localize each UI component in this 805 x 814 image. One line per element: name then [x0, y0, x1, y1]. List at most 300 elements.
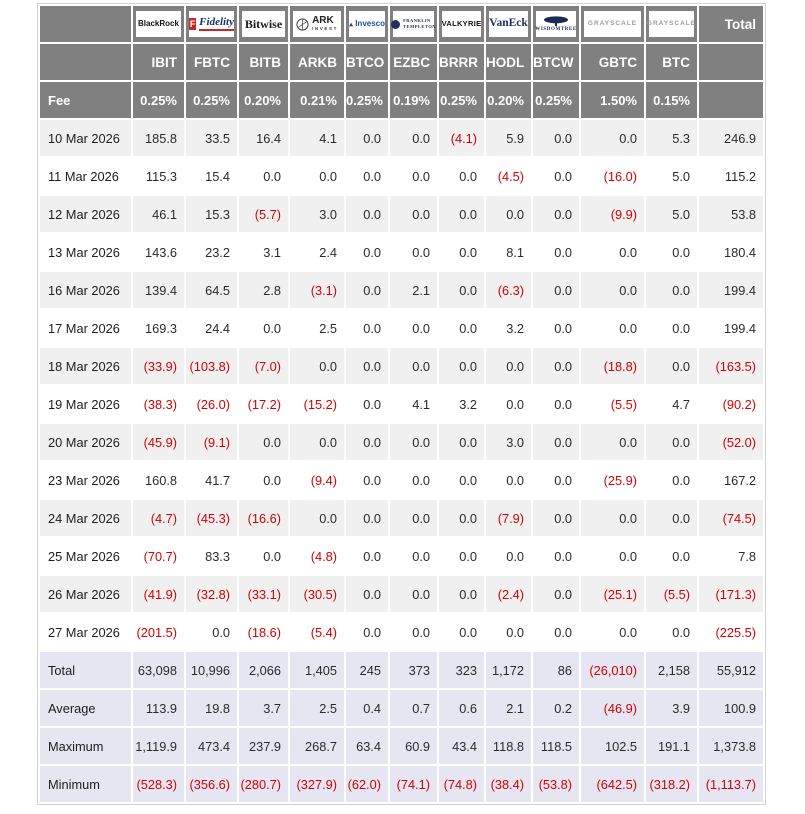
flow-value-cell: 0.0 [646, 310, 697, 346]
ticker-header-gbtc: GBTC [581, 44, 644, 80]
date-cell: 26 Mar 2026 [40, 576, 131, 612]
blank-header-cell [699, 82, 763, 118]
row-total-cell: (74.5) [699, 500, 763, 536]
flow-value-cell: 0.0 [486, 614, 531, 650]
flow-value-cell: 0.0 [439, 348, 484, 384]
logo-cell-grayscale-gbtc [581, 6, 644, 42]
flow-value-cell: 0.0 [581, 500, 644, 536]
grayscale-mini-logo [646, 11, 697, 37]
flow-value-cell: 0.0 [581, 272, 644, 308]
flow-value-cell: 33.5 [186, 120, 237, 156]
flow-value-cell: 0.0 [439, 576, 484, 612]
flow-value-cell: 0.0 [346, 386, 388, 422]
summary-value-cell: (53.8) [533, 766, 579, 802]
flow-value-cell: 5.3 [646, 120, 697, 156]
flow-value-cell: 0.0 [646, 462, 697, 498]
row-total-cell: 115.2 [699, 158, 763, 194]
invesco-logo [349, 11, 385, 37]
summary-value-cell: 3.9 [646, 690, 697, 726]
wisdomtree-tree-icon [543, 16, 569, 26]
summary-value-cell: 63,098 [133, 652, 184, 688]
flow-value-cell: 0.0 [186, 614, 237, 650]
flow-value-cell: 0.0 [646, 272, 697, 308]
fee-value-btc: 0.15% [646, 82, 697, 118]
flow-value-cell: (4.8) [290, 538, 344, 574]
fidelity-logo [189, 11, 234, 37]
flow-value-cell: 0.0 [646, 614, 697, 650]
flow-value-cell: 0.0 [390, 614, 437, 650]
flow-value-cell: 0.0 [533, 196, 579, 232]
flow-value-cell: 2.5 [290, 310, 344, 346]
grayscale-logo-text: GRAYSCALE [587, 19, 638, 27]
summary-total-cell: 100.9 [699, 690, 763, 726]
flow-value-cell: (103.8) [186, 348, 237, 384]
invesco-triangle-icon [349, 21, 353, 28]
flow-value-cell: 0.0 [533, 348, 579, 384]
flow-value-cell: (3.1) [290, 272, 344, 308]
summary-value-cell: 86 [533, 652, 579, 688]
ticker-header-ibit: IBIT [133, 44, 184, 80]
row-total-cell: 167.2 [699, 462, 763, 498]
flow-value-cell: 3.0 [290, 196, 344, 232]
flow-value-cell: 0.0 [290, 424, 344, 460]
flow-value-cell: 0.0 [533, 424, 579, 460]
flow-value-cell: (9.1) [186, 424, 237, 460]
flow-value-cell: 0.0 [390, 158, 437, 194]
summary-value-cell: 2,158 [646, 652, 697, 688]
summary-value-cell: (74.8) [439, 766, 484, 802]
summary-value-cell: 323 [439, 652, 484, 688]
blackrock-logo-text: BlackRock [138, 19, 179, 28]
flow-value-cell: 5.9 [486, 120, 531, 156]
summary-value-cell: (62.0) [346, 766, 388, 802]
fee-value-btco: 0.25% [346, 82, 388, 118]
flow-value-cell: 0.0 [646, 348, 697, 384]
daily-flow-row [40, 500, 763, 536]
daily-flow-row [40, 196, 763, 232]
wisdomtree-logo [536, 11, 576, 37]
daily-flow-row [40, 614, 763, 650]
flow-value-cell: (2.4) [486, 576, 531, 612]
logo-cell-valkyrie [439, 6, 484, 42]
ticker-row [40, 44, 763, 80]
summary-row-total [40, 652, 763, 688]
row-total-cell: (163.5) [699, 348, 763, 384]
flow-value-cell: 0.0 [346, 120, 388, 156]
flow-value-cell: (38.3) [133, 386, 184, 422]
ark-invest-logo [293, 11, 341, 37]
daily-flow-row [40, 158, 763, 194]
flow-value-cell: 0.0 [346, 576, 388, 612]
fee-value-fbtc: 0.25% [186, 82, 237, 118]
ticker-header-btco: BTCO [346, 44, 388, 80]
summary-value-cell: 2.5 [290, 690, 344, 726]
flow-value-cell: 0.0 [646, 538, 697, 574]
date-cell: 23 Mar 2026 [40, 462, 131, 498]
flow-value-cell: 0.0 [346, 614, 388, 650]
row-total-cell: 53.8 [699, 196, 763, 232]
summary-row-minimum [40, 766, 763, 802]
flow-value-cell: (41.9) [133, 576, 184, 612]
date-cell: 24 Mar 2026 [40, 500, 131, 536]
flow-value-cell: 16.4 [239, 120, 288, 156]
flow-value-cell: 0.0 [239, 158, 288, 194]
summary-value-cell: 63.4 [346, 728, 388, 764]
flow-value-cell: 24.4 [186, 310, 237, 346]
daily-flow-row [40, 424, 763, 460]
logo-cell-bitwise [239, 6, 288, 42]
daily-flow-row [40, 310, 763, 346]
date-cell: 20 Mar 2026 [40, 424, 131, 460]
flow-value-cell: (32.8) [186, 576, 237, 612]
flow-value-cell: 0.0 [486, 538, 531, 574]
flow-value-cell: 15.4 [186, 158, 237, 194]
flow-value-cell: 0.0 [390, 196, 437, 232]
flow-value-cell: 0.0 [439, 234, 484, 270]
row-total-cell: 7.8 [699, 538, 763, 574]
flow-value-cell: 0.0 [239, 538, 288, 574]
fee-value-hodl: 0.20% [486, 82, 531, 118]
date-cell: 25 Mar 2026 [40, 538, 131, 574]
flow-value-cell: 0.0 [581, 614, 644, 650]
flow-value-cell: 5.0 [646, 196, 697, 232]
flow-value-cell: 0.0 [390, 348, 437, 384]
flow-value-cell: 0.0 [346, 500, 388, 536]
logo-cell-vaneck [486, 6, 531, 42]
flow-value-cell: 139.4 [133, 272, 184, 308]
blackrock-logo [136, 11, 181, 37]
flow-value-cell: 0.0 [390, 424, 437, 460]
flow-value-cell: 23.2 [186, 234, 237, 270]
blank-header-cell [699, 44, 763, 80]
flow-value-cell: 0.0 [486, 462, 531, 498]
flow-value-cell: 169.3 [133, 310, 184, 346]
flow-value-cell: (18.8) [581, 348, 644, 384]
summary-label-cell: Maximum [40, 728, 131, 764]
flow-value-cell: 0.0 [439, 614, 484, 650]
summary-value-cell: 1,172 [486, 652, 531, 688]
row-total-cell: 199.4 [699, 310, 763, 346]
ticker-header-btcw: BTCW [533, 44, 579, 80]
flow-value-cell: 0.0 [346, 424, 388, 460]
flow-value-cell: 0.0 [390, 500, 437, 536]
summary-value-cell: 2.1 [486, 690, 531, 726]
ticker-header-ezbc: EZBC [390, 44, 437, 80]
summary-total-cell: 55,912 [699, 652, 763, 688]
summary-value-cell: 0.7 [390, 690, 437, 726]
summary-value-cell: 43.4 [439, 728, 484, 764]
fee-value-bitb: 0.20% [239, 82, 288, 118]
logo-row [40, 6, 763, 42]
date-cell: 27 Mar 2026 [40, 614, 131, 650]
date-cell: 18 Mar 2026 [40, 348, 131, 384]
fee-value-brrr: 0.25% [439, 82, 484, 118]
flow-value-cell: 185.8 [133, 120, 184, 156]
daily-flow-row [40, 538, 763, 574]
vaneck-logo-text: VanEck [489, 17, 528, 30]
fee-value-gbtc: 1.50% [581, 82, 644, 118]
flow-value-cell: 3.0 [486, 424, 531, 460]
flow-value-cell: 143.6 [133, 234, 184, 270]
fidelity-f-icon: F [189, 18, 196, 29]
flow-value-cell: 0.0 [290, 348, 344, 384]
summary-value-cell: 102.5 [581, 728, 644, 764]
flow-value-cell: (17.2) [239, 386, 288, 422]
logo-cell-franklin [390, 6, 437, 42]
fee-value-ibit: 0.25% [133, 82, 184, 118]
logo-cell-blackrock [133, 6, 184, 42]
summary-value-cell: 1,405 [290, 652, 344, 688]
flow-value-cell: 0.0 [346, 272, 388, 308]
logo-cell-grayscale-btc [646, 6, 697, 42]
invesco-logo-text: Invesco [355, 19, 385, 28]
ticker-header-bitb: BITB [239, 44, 288, 80]
summary-value-cell: 118.5 [533, 728, 579, 764]
ark-globe-icon [296, 18, 309, 31]
flow-value-cell: 0.0 [439, 158, 484, 194]
bitwise-logo-text: Bitwise [244, 17, 283, 31]
flow-value-cell: (18.6) [239, 614, 288, 650]
flow-value-cell: 0.0 [346, 348, 388, 384]
row-total-cell: (90.2) [699, 386, 763, 422]
summary-value-cell: (38.4) [486, 766, 531, 802]
flow-value-cell: 0.0 [581, 120, 644, 156]
flow-value-cell: 0.0 [346, 538, 388, 574]
ark-logo-subtext: INVEST [312, 26, 338, 32]
flow-value-cell: 15.3 [186, 196, 237, 232]
flow-value-cell: (6.3) [486, 272, 531, 308]
fidelity-logo-text: Fidelity [199, 17, 234, 31]
logo-cell-ark [290, 6, 344, 42]
ticker-header-brrr: BRRR [439, 44, 484, 80]
flow-value-cell: 0.0 [581, 538, 644, 574]
flow-value-cell: 0.0 [533, 120, 579, 156]
vaneck-logo [489, 11, 528, 37]
row-total-cell: 180.4 [699, 234, 763, 270]
valkyrie-logo [442, 11, 481, 37]
flow-value-cell: 0.0 [646, 500, 697, 536]
summary-value-cell: 60.9 [390, 728, 437, 764]
summary-value-cell: 268.7 [290, 728, 344, 764]
summary-label-cell: Average [40, 690, 131, 726]
summary-value-cell: 113.9 [133, 690, 184, 726]
flow-value-cell: 5.0 [646, 158, 697, 194]
ticker-header-arkb: ARKB [290, 44, 344, 80]
corner-cell [40, 6, 131, 42]
fee-value-arkb: 0.21% [290, 82, 344, 118]
flow-value-cell: (5.5) [646, 576, 697, 612]
summary-value-cell: (528.3) [133, 766, 184, 802]
daily-flow-row [40, 386, 763, 422]
row-total-cell: (52.0) [699, 424, 763, 460]
wisdomtree-logo-text: WISDOMTREE [535, 27, 577, 32]
blank-header-cell [40, 44, 131, 80]
fee-row [40, 82, 763, 118]
summary-value-cell: 237.9 [239, 728, 288, 764]
summary-value-cell: 473.4 [186, 728, 237, 764]
flow-value-cell: 0.0 [486, 348, 531, 384]
flow-value-cell: (30.5) [290, 576, 344, 612]
flow-value-cell: 41.7 [186, 462, 237, 498]
flow-value-cell: 0.0 [346, 462, 388, 498]
daily-flow-row [40, 234, 763, 270]
flow-value-cell: (15.2) [290, 386, 344, 422]
summary-row-average [40, 690, 763, 726]
row-total-cell: (171.3) [699, 576, 763, 612]
flow-value-cell: 0.0 [239, 424, 288, 460]
flow-value-cell: 0.0 [290, 500, 344, 536]
flow-value-cell: (33.1) [239, 576, 288, 612]
flow-value-cell: (26.0) [186, 386, 237, 422]
flow-value-cell: 3.2 [439, 386, 484, 422]
daily-flow-row [40, 120, 763, 156]
daily-flow-row [40, 462, 763, 498]
flow-value-cell: 0.0 [439, 310, 484, 346]
summary-value-cell: (356.6) [186, 766, 237, 802]
summary-value-cell: 1,119.9 [133, 728, 184, 764]
summary-value-cell: 0.4 [346, 690, 388, 726]
summary-value-cell: 19.8 [186, 690, 237, 726]
row-total-cell: 199.4 [699, 272, 763, 308]
logo-cell-wisdomtree [533, 6, 579, 42]
fee-row-label: Fee [40, 82, 131, 118]
summary-label-cell: Minimum [40, 766, 131, 802]
flow-value-cell: (9.9) [581, 196, 644, 232]
flow-value-cell: (7.0) [239, 348, 288, 384]
date-cell: 12 Mar 2026 [40, 196, 131, 232]
flow-value-cell: (70.7) [133, 538, 184, 574]
flow-value-cell: 0.0 [533, 614, 579, 650]
franklin-templeton-logo [393, 11, 434, 37]
flow-value-cell: 0.0 [533, 500, 579, 536]
summary-label-cell: Total [40, 652, 131, 688]
flow-value-cell: 83.3 [186, 538, 237, 574]
flow-value-cell: 0.0 [390, 538, 437, 574]
flow-value-cell: 0.0 [439, 196, 484, 232]
flow-value-cell: 0.0 [346, 310, 388, 346]
date-cell: 10 Mar 2026 [40, 120, 131, 156]
franklin-logo-line2: TEMPLETON [403, 24, 436, 29]
flow-value-cell: (4.1) [439, 120, 484, 156]
summary-row-maximum [40, 728, 763, 764]
franklin-seal-icon [391, 20, 400, 29]
flow-value-cell: 0.0 [646, 234, 697, 270]
summary-value-cell: (318.2) [646, 766, 697, 802]
flow-value-cell: 4.1 [390, 386, 437, 422]
flow-value-cell: 0.0 [439, 272, 484, 308]
flow-value-cell: 0.0 [390, 120, 437, 156]
flow-value-cell: 2.8 [239, 272, 288, 308]
flow-value-cell: 0.0 [290, 158, 344, 194]
flow-value-cell: (45.3) [186, 500, 237, 536]
summary-value-cell: 0.6 [439, 690, 484, 726]
flow-value-cell: 0.0 [439, 500, 484, 536]
flow-value-cell: 3.1 [239, 234, 288, 270]
summary-value-cell: 0.2 [533, 690, 579, 726]
flow-value-cell: 0.0 [390, 576, 437, 612]
fee-value-ezbc: 0.19% [390, 82, 437, 118]
summary-value-cell: (46.9) [581, 690, 644, 726]
ticker-header-btc: BTC [646, 44, 697, 80]
flow-value-cell: 0.0 [581, 234, 644, 270]
flow-value-cell: (7.9) [486, 500, 531, 536]
flow-value-cell: 0.0 [533, 272, 579, 308]
flow-value-cell: 0.0 [581, 310, 644, 346]
flow-value-cell: 0.0 [486, 196, 531, 232]
ark-logo-text: ARK [312, 15, 334, 27]
flow-value-cell: (201.5) [133, 614, 184, 650]
flow-value-cell: (45.9) [133, 424, 184, 460]
grayscale-logo [584, 11, 641, 37]
flow-value-cell: 0.0 [581, 424, 644, 460]
daily-flow-row [40, 576, 763, 612]
total-column-header: Total [699, 6, 763, 42]
flow-value-cell: 0.0 [533, 462, 579, 498]
grayscale-mini-logo-text: GRAYSCALE [646, 19, 697, 27]
date-cell: 19 Mar 2026 [40, 386, 131, 422]
flow-value-cell: (5.4) [290, 614, 344, 650]
summary-value-cell: 2,066 [239, 652, 288, 688]
flow-value-cell: 0.0 [533, 386, 579, 422]
etf-flow-table [38, 4, 765, 804]
flow-value-cell: 0.0 [439, 538, 484, 574]
flow-value-cell: 160.8 [133, 462, 184, 498]
flow-value-cell: 0.0 [646, 424, 697, 460]
table-header [40, 6, 763, 118]
summary-total-cell: (1,113.7) [699, 766, 763, 802]
flow-value-cell: 0.0 [390, 234, 437, 270]
date-cell: 16 Mar 2026 [40, 272, 131, 308]
flow-value-cell: 46.1 [133, 196, 184, 232]
ticker-header-fbtc: FBTC [186, 44, 237, 80]
summary-value-cell: (327.9) [290, 766, 344, 802]
flow-value-cell: (25.9) [581, 462, 644, 498]
flow-value-cell: 0.0 [533, 310, 579, 346]
row-total-cell: (225.5) [699, 614, 763, 650]
flow-value-cell: 2.1 [390, 272, 437, 308]
summary-total-cell: 1,373.8 [699, 728, 763, 764]
flow-value-cell: 0.0 [533, 538, 579, 574]
summary-value-cell: 373 [390, 652, 437, 688]
flow-value-cell: (4.7) [133, 500, 184, 536]
flow-value-cell: 8.1 [486, 234, 531, 270]
flow-value-cell: 3.2 [486, 310, 531, 346]
row-total-cell: 246.9 [699, 120, 763, 156]
valkyrie-logo-text: VALKYRIE [441, 19, 482, 29]
flow-value-cell: 0.0 [533, 158, 579, 194]
flow-value-cell: (5.7) [239, 196, 288, 232]
logo-cell-fidelity [186, 6, 237, 42]
flow-value-cell: 0.0 [533, 234, 579, 270]
flow-value-cell: (16.0) [581, 158, 644, 194]
flow-value-cell: 0.0 [346, 158, 388, 194]
date-cell: 11 Mar 2026 [40, 158, 131, 194]
flow-value-cell: (25.1) [581, 576, 644, 612]
flow-value-cell: 0.0 [346, 234, 388, 270]
date-cell: 13 Mar 2026 [40, 234, 131, 270]
flow-value-cell: 0.0 [390, 462, 437, 498]
summary-value-cell: 10,996 [186, 652, 237, 688]
summary-value-cell: (280.7) [239, 766, 288, 802]
flow-value-cell: 115.3 [133, 158, 184, 194]
summary-value-cell: (26,010) [581, 652, 644, 688]
flow-value-cell: 0.0 [486, 386, 531, 422]
summary-value-cell: 3.7 [239, 690, 288, 726]
fee-value-btcw: 0.25% [533, 82, 579, 118]
flow-value-cell: (33.9) [133, 348, 184, 384]
summary-value-cell: 118.8 [486, 728, 531, 764]
logo-cell-invesco [346, 6, 388, 42]
